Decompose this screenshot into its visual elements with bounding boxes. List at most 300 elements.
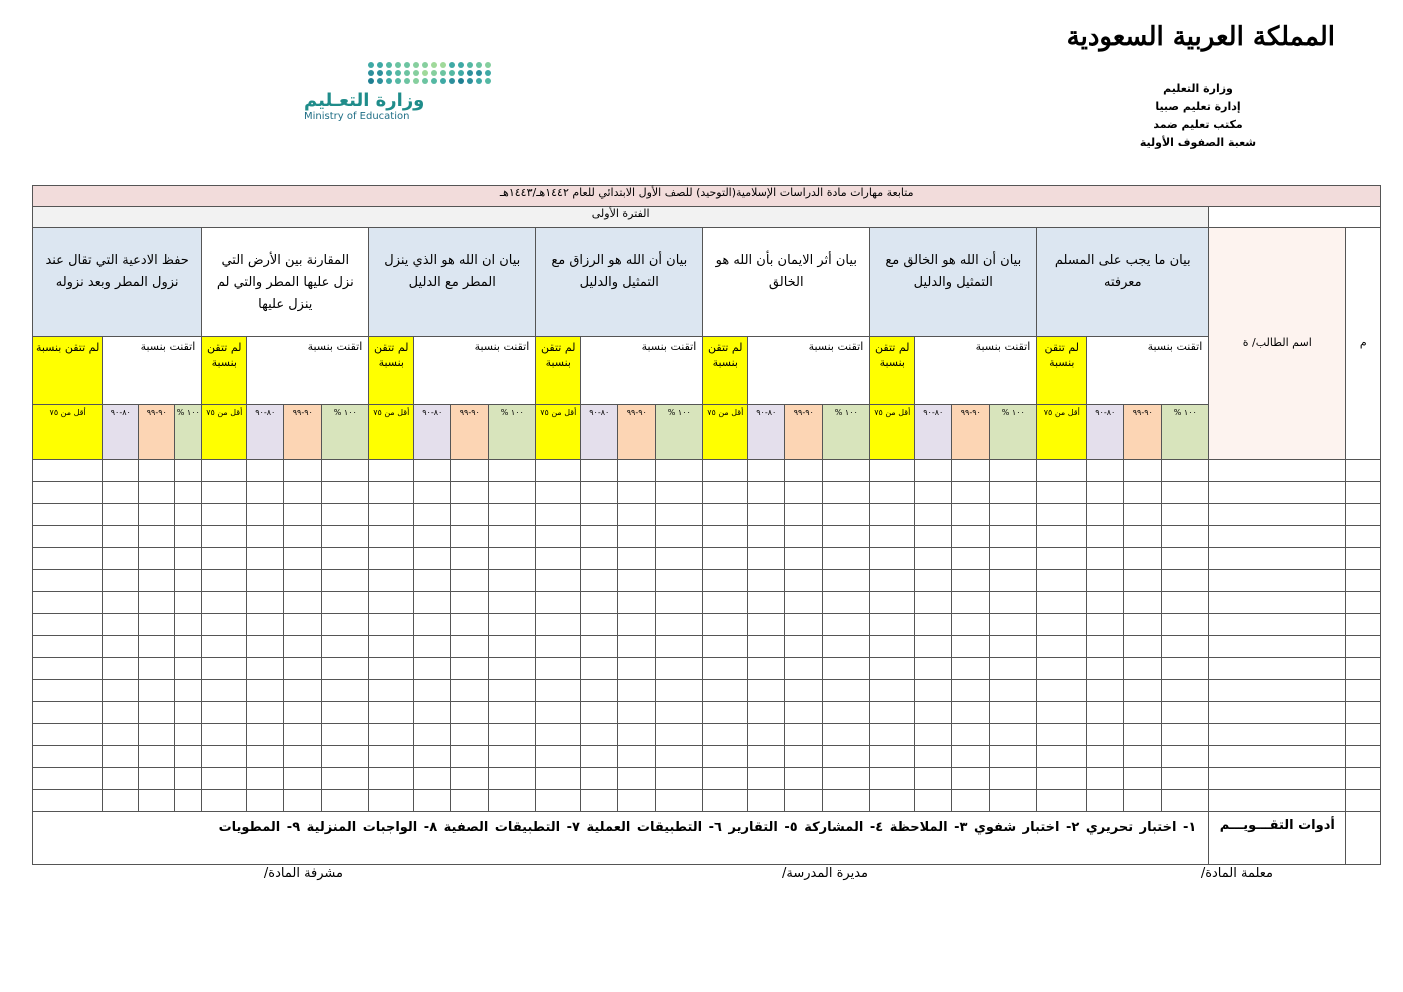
table-cell[interactable]	[536, 548, 581, 570]
student-name-cell[interactable]	[1209, 592, 1346, 614]
table-cell[interactable]	[870, 790, 915, 812]
table-cell[interactable]	[322, 504, 369, 526]
table-cell[interactable]	[870, 570, 915, 592]
table-cell[interactable]	[1346, 680, 1381, 702]
table-cell[interactable]	[536, 768, 581, 790]
table-cell[interactable]	[990, 570, 1037, 592]
table-cell[interactable]	[581, 548, 618, 570]
table-cell[interactable]	[247, 702, 284, 724]
table-cell[interactable]	[748, 746, 785, 768]
table-cell[interactable]	[703, 504, 748, 526]
table-cell[interactable]	[952, 746, 990, 768]
table-cell[interactable]	[139, 636, 175, 658]
table-cell[interactable]	[870, 460, 915, 482]
table-cell[interactable]	[451, 548, 489, 570]
table-cell[interactable]	[823, 702, 870, 724]
table-cell[interactable]	[915, 504, 952, 526]
table-cell[interactable]	[823, 460, 870, 482]
table-cell[interactable]	[202, 460, 247, 482]
table-cell[interactable]	[175, 504, 202, 526]
table-cell[interactable]	[451, 614, 489, 636]
table-cell[interactable]	[33, 746, 103, 768]
table-cell[interactable]	[202, 680, 247, 702]
table-cell[interactable]	[1037, 746, 1087, 768]
table-cell[interactable]	[915, 790, 952, 812]
table-cell[interactable]	[1087, 526, 1124, 548]
table-cell[interactable]	[581, 658, 618, 680]
table-cell[interactable]	[656, 504, 703, 526]
table-cell[interactable]	[581, 592, 618, 614]
table-cell[interactable]	[1162, 482, 1209, 504]
table-cell[interactable]	[202, 570, 247, 592]
table-cell[interactable]	[748, 724, 785, 746]
table-cell[interactable]	[202, 790, 247, 812]
table-cell[interactable]	[1037, 526, 1087, 548]
table-cell[interactable]	[990, 526, 1037, 548]
table-cell[interactable]	[581, 746, 618, 768]
student-name-cell[interactable]	[1209, 746, 1346, 768]
table-cell[interactable]	[322, 570, 369, 592]
table-cell[interactable]	[1162, 460, 1209, 482]
table-cell[interactable]	[33, 702, 103, 724]
table-cell[interactable]	[489, 724, 536, 746]
table-cell[interactable]	[618, 768, 656, 790]
table-cell[interactable]	[175, 768, 202, 790]
table-cell[interactable]	[369, 460, 414, 482]
table-cell[interactable]	[202, 592, 247, 614]
table-cell[interactable]	[33, 526, 103, 548]
table-cell[interactable]	[103, 702, 139, 724]
student-name-cell[interactable]	[1209, 504, 1346, 526]
table-cell[interactable]	[1087, 636, 1124, 658]
table-cell[interactable]	[414, 460, 451, 482]
table-cell[interactable]	[322, 548, 369, 570]
table-cell[interactable]	[748, 482, 785, 504]
table-cell[interactable]	[748, 790, 785, 812]
table-cell[interactable]	[536, 614, 581, 636]
table-cell[interactable]	[1346, 482, 1381, 504]
table-cell[interactable]	[785, 680, 823, 702]
table-cell[interactable]	[414, 702, 451, 724]
table-cell[interactable]	[33, 658, 103, 680]
table-cell[interactable]	[1346, 636, 1381, 658]
table-cell[interactable]	[247, 790, 284, 812]
table-cell[interactable]	[284, 636, 322, 658]
table-cell[interactable]	[369, 504, 414, 526]
table-cell[interactable]	[870, 768, 915, 790]
table-cell[interactable]	[581, 768, 618, 790]
table-cell[interactable]	[451, 570, 489, 592]
table-cell[interactable]	[990, 790, 1037, 812]
table-cell[interactable]	[1087, 548, 1124, 570]
table-cell[interactable]	[451, 790, 489, 812]
table-cell[interactable]	[952, 768, 990, 790]
table-cell[interactable]	[103, 570, 139, 592]
table-cell[interactable]	[414, 724, 451, 746]
table-cell[interactable]	[202, 768, 247, 790]
table-cell[interactable]	[489, 702, 536, 724]
table-cell[interactable]	[1037, 768, 1087, 790]
student-name-cell[interactable]	[1209, 724, 1346, 746]
table-cell[interactable]	[703, 482, 748, 504]
table-cell[interactable]	[247, 548, 284, 570]
table-cell[interactable]	[1037, 504, 1087, 526]
table-cell[interactable]	[139, 592, 175, 614]
table-cell[interactable]	[823, 680, 870, 702]
table-cell[interactable]	[489, 790, 536, 812]
table-cell[interactable]	[103, 658, 139, 680]
table-cell[interactable]	[990, 636, 1037, 658]
table-cell[interactable]	[581, 526, 618, 548]
table-cell[interactable]	[33, 548, 103, 570]
table-cell[interactable]	[369, 702, 414, 724]
table-cell[interactable]	[618, 746, 656, 768]
table-cell[interactable]	[785, 460, 823, 482]
table-cell[interactable]	[1346, 548, 1381, 570]
table-cell[interactable]	[618, 724, 656, 746]
table-cell[interactable]	[103, 636, 139, 658]
table-cell[interactable]	[618, 482, 656, 504]
table-cell[interactable]	[489, 614, 536, 636]
table-cell[interactable]	[322, 768, 369, 790]
table-cell[interactable]	[139, 702, 175, 724]
table-cell[interactable]	[618, 460, 656, 482]
table-cell[interactable]	[748, 592, 785, 614]
table-cell[interactable]	[656, 790, 703, 812]
table-cell[interactable]	[823, 504, 870, 526]
table-cell[interactable]	[618, 702, 656, 724]
table-cell[interactable]	[103, 746, 139, 768]
table-cell[interactable]	[748, 658, 785, 680]
table-cell[interactable]	[489, 768, 536, 790]
table-cell[interactable]	[247, 746, 284, 768]
table-cell[interactable]	[489, 746, 536, 768]
table-cell[interactable]	[489, 680, 536, 702]
table-cell[interactable]	[202, 636, 247, 658]
table-cell[interactable]	[656, 768, 703, 790]
student-name-cell[interactable]	[1209, 570, 1346, 592]
table-cell[interactable]	[414, 592, 451, 614]
table-cell[interactable]	[703, 680, 748, 702]
table-cell[interactable]	[369, 658, 414, 680]
table-cell[interactable]	[990, 746, 1037, 768]
table-cell[interactable]	[785, 570, 823, 592]
table-cell[interactable]	[175, 724, 202, 746]
table-cell[interactable]	[1087, 592, 1124, 614]
table-cell[interactable]	[1346, 658, 1381, 680]
table-cell[interactable]	[369, 482, 414, 504]
table-cell[interactable]	[748, 768, 785, 790]
table-cell[interactable]	[823, 614, 870, 636]
table-cell[interactable]	[656, 526, 703, 548]
table-cell[interactable]	[369, 790, 414, 812]
table-cell[interactable]	[369, 746, 414, 768]
table-cell[interactable]	[451, 504, 489, 526]
table-cell[interactable]	[202, 614, 247, 636]
table-cell[interactable]	[785, 548, 823, 570]
table-cell[interactable]	[103, 724, 139, 746]
table-cell[interactable]	[990, 724, 1037, 746]
table-cell[interactable]	[322, 460, 369, 482]
table-cell[interactable]	[952, 724, 990, 746]
table-cell[interactable]	[748, 702, 785, 724]
table-cell[interactable]	[284, 482, 322, 504]
table-cell[interactable]	[703, 768, 748, 790]
table-cell[interactable]	[247, 768, 284, 790]
table-cell[interactable]	[1124, 614, 1162, 636]
table-cell[interactable]	[322, 592, 369, 614]
table-cell[interactable]	[1162, 658, 1209, 680]
table-cell[interactable]	[369, 592, 414, 614]
table-cell[interactable]	[785, 636, 823, 658]
table-cell[interactable]	[202, 526, 247, 548]
table-cell[interactable]	[870, 592, 915, 614]
table-cell[interactable]	[1087, 768, 1124, 790]
table-cell[interactable]	[33, 460, 103, 482]
table-cell[interactable]	[703, 548, 748, 570]
table-cell[interactable]	[823, 724, 870, 746]
table-cell[interactable]	[175, 746, 202, 768]
table-cell[interactable]	[284, 768, 322, 790]
table-cell[interactable]	[1162, 526, 1209, 548]
table-cell[interactable]	[1124, 592, 1162, 614]
table-cell[interactable]	[284, 526, 322, 548]
table-cell[interactable]	[414, 482, 451, 504]
table-cell[interactable]	[414, 526, 451, 548]
table-cell[interactable]	[656, 724, 703, 746]
table-cell[interactable]	[369, 570, 414, 592]
table-cell[interactable]	[581, 504, 618, 526]
table-cell[interactable]	[618, 504, 656, 526]
table-cell[interactable]	[369, 548, 414, 570]
table-cell[interactable]	[703, 460, 748, 482]
table-cell[interactable]	[489, 460, 536, 482]
table-cell[interactable]	[414, 504, 451, 526]
table-cell[interactable]	[175, 614, 202, 636]
table-cell[interactable]	[870, 526, 915, 548]
table-cell[interactable]	[202, 702, 247, 724]
table-cell[interactable]	[703, 592, 748, 614]
student-name-cell[interactable]	[1209, 702, 1346, 724]
table-cell[interactable]	[284, 592, 322, 614]
table-cell[interactable]	[175, 702, 202, 724]
table-cell[interactable]	[451, 746, 489, 768]
table-cell[interactable]	[618, 680, 656, 702]
table-cell[interactable]	[451, 724, 489, 746]
table-cell[interactable]	[322, 526, 369, 548]
table-cell[interactable]	[103, 790, 139, 812]
table-cell[interactable]	[139, 746, 175, 768]
table-cell[interactable]	[618, 636, 656, 658]
table-cell[interactable]	[175, 460, 202, 482]
table-cell[interactable]	[451, 636, 489, 658]
table-cell[interactable]	[870, 614, 915, 636]
table-cell[interactable]	[33, 680, 103, 702]
table-cell[interactable]	[870, 482, 915, 504]
table-cell[interactable]	[1037, 614, 1087, 636]
table-cell[interactable]	[1346, 724, 1381, 746]
table-cell[interactable]	[581, 614, 618, 636]
table-cell[interactable]	[703, 702, 748, 724]
table-cell[interactable]	[139, 724, 175, 746]
table-cell[interactable]	[581, 460, 618, 482]
table-cell[interactable]	[703, 724, 748, 746]
table-cell[interactable]	[1346, 460, 1381, 482]
table-cell[interactable]	[952, 790, 990, 812]
table-cell[interactable]	[1087, 460, 1124, 482]
table-cell[interactable]	[1346, 614, 1381, 636]
table-cell[interactable]	[1124, 636, 1162, 658]
table-cell[interactable]	[1124, 724, 1162, 746]
table-cell[interactable]	[703, 658, 748, 680]
table-cell[interactable]	[369, 636, 414, 658]
table-cell[interactable]	[1162, 614, 1209, 636]
table-cell[interactable]	[915, 636, 952, 658]
table-cell[interactable]	[1124, 548, 1162, 570]
table-cell[interactable]	[581, 702, 618, 724]
table-cell[interactable]	[1037, 680, 1087, 702]
table-cell[interactable]	[656, 592, 703, 614]
table-cell[interactable]	[247, 592, 284, 614]
table-cell[interactable]	[139, 614, 175, 636]
student-name-cell[interactable]	[1209, 768, 1346, 790]
table-cell[interactable]	[1087, 790, 1124, 812]
table-cell[interactable]	[785, 614, 823, 636]
table-cell[interactable]	[1087, 702, 1124, 724]
table-cell[interactable]	[103, 482, 139, 504]
table-cell[interactable]	[870, 504, 915, 526]
table-cell[interactable]	[536, 746, 581, 768]
table-cell[interactable]	[247, 482, 284, 504]
table-cell[interactable]	[139, 504, 175, 526]
table-cell[interactable]	[103, 460, 139, 482]
table-cell[interactable]	[489, 570, 536, 592]
table-cell[interactable]	[990, 548, 1037, 570]
table-cell[interactable]	[581, 482, 618, 504]
table-cell[interactable]	[139, 548, 175, 570]
table-cell[interactable]	[1124, 482, 1162, 504]
table-cell[interactable]	[785, 790, 823, 812]
table-cell[interactable]	[952, 460, 990, 482]
table-cell[interactable]	[175, 636, 202, 658]
table-cell[interactable]	[618, 614, 656, 636]
table-cell[interactable]	[247, 570, 284, 592]
table-cell[interactable]	[1162, 680, 1209, 702]
table-cell[interactable]	[823, 768, 870, 790]
table-cell[interactable]	[915, 526, 952, 548]
table-cell[interactable]	[175, 658, 202, 680]
table-cell[interactable]	[618, 658, 656, 680]
table-cell[interactable]	[33, 636, 103, 658]
table-cell[interactable]	[823, 746, 870, 768]
table-cell[interactable]	[202, 548, 247, 570]
table-cell[interactable]	[322, 680, 369, 702]
table-cell[interactable]	[369, 614, 414, 636]
table-cell[interactable]	[952, 526, 990, 548]
table-cell[interactable]	[748, 614, 785, 636]
table-cell[interactable]	[990, 482, 1037, 504]
table-cell[interactable]	[1124, 702, 1162, 724]
table-cell[interactable]	[748, 636, 785, 658]
table-cell[interactable]	[1346, 504, 1381, 526]
table-cell[interactable]	[175, 570, 202, 592]
table-cell[interactable]	[952, 658, 990, 680]
table-cell[interactable]	[33, 724, 103, 746]
table-cell[interactable]	[284, 548, 322, 570]
table-cell[interactable]	[103, 680, 139, 702]
table-cell[interactable]	[247, 526, 284, 548]
table-cell[interactable]	[785, 592, 823, 614]
table-cell[interactable]	[33, 570, 103, 592]
table-cell[interactable]	[823, 790, 870, 812]
table-cell[interactable]	[870, 548, 915, 570]
table-cell[interactable]	[247, 460, 284, 482]
table-cell[interactable]	[175, 526, 202, 548]
table-cell[interactable]	[536, 526, 581, 548]
table-cell[interactable]	[1037, 724, 1087, 746]
table-cell[interactable]	[952, 548, 990, 570]
table-cell[interactable]	[656, 460, 703, 482]
table-cell[interactable]	[451, 592, 489, 614]
table-cell[interactable]	[1087, 680, 1124, 702]
table-cell[interactable]	[322, 724, 369, 746]
table-cell[interactable]	[785, 658, 823, 680]
table-cell[interactable]	[103, 526, 139, 548]
table-cell[interactable]	[489, 592, 536, 614]
table-cell[interactable]	[414, 680, 451, 702]
table-cell[interactable]	[1124, 658, 1162, 680]
student-name-cell[interactable]	[1209, 460, 1346, 482]
table-cell[interactable]	[703, 570, 748, 592]
table-cell[interactable]	[656, 746, 703, 768]
student-name-cell[interactable]	[1209, 548, 1346, 570]
table-cell[interactable]	[284, 570, 322, 592]
table-cell[interactable]	[870, 724, 915, 746]
table-cell[interactable]	[1162, 746, 1209, 768]
table-cell[interactable]	[785, 702, 823, 724]
table-cell[interactable]	[103, 768, 139, 790]
table-cell[interactable]	[1087, 614, 1124, 636]
table-cell[interactable]	[139, 680, 175, 702]
table-cell[interactable]	[175, 680, 202, 702]
table-cell[interactable]	[1124, 526, 1162, 548]
table-cell[interactable]	[952, 570, 990, 592]
table-cell[interactable]	[247, 504, 284, 526]
table-cell[interactable]	[536, 570, 581, 592]
table-cell[interactable]	[322, 702, 369, 724]
table-cell[interactable]	[618, 526, 656, 548]
table-cell[interactable]	[656, 636, 703, 658]
table-cell[interactable]	[870, 636, 915, 658]
table-cell[interactable]	[33, 504, 103, 526]
table-cell[interactable]	[175, 592, 202, 614]
table-cell[interactable]	[1037, 658, 1087, 680]
table-cell[interactable]	[1087, 724, 1124, 746]
table-cell[interactable]	[451, 482, 489, 504]
table-cell[interactable]	[1162, 768, 1209, 790]
table-cell[interactable]	[1346, 790, 1381, 812]
table-cell[interactable]	[823, 548, 870, 570]
table-cell[interactable]	[247, 680, 284, 702]
table-cell[interactable]	[247, 636, 284, 658]
table-cell[interactable]	[139, 658, 175, 680]
table-cell[interactable]	[322, 636, 369, 658]
table-cell[interactable]	[536, 680, 581, 702]
table-cell[interactable]	[1087, 482, 1124, 504]
table-cell[interactable]	[915, 482, 952, 504]
table-cell[interactable]	[581, 790, 618, 812]
table-cell[interactable]	[785, 526, 823, 548]
